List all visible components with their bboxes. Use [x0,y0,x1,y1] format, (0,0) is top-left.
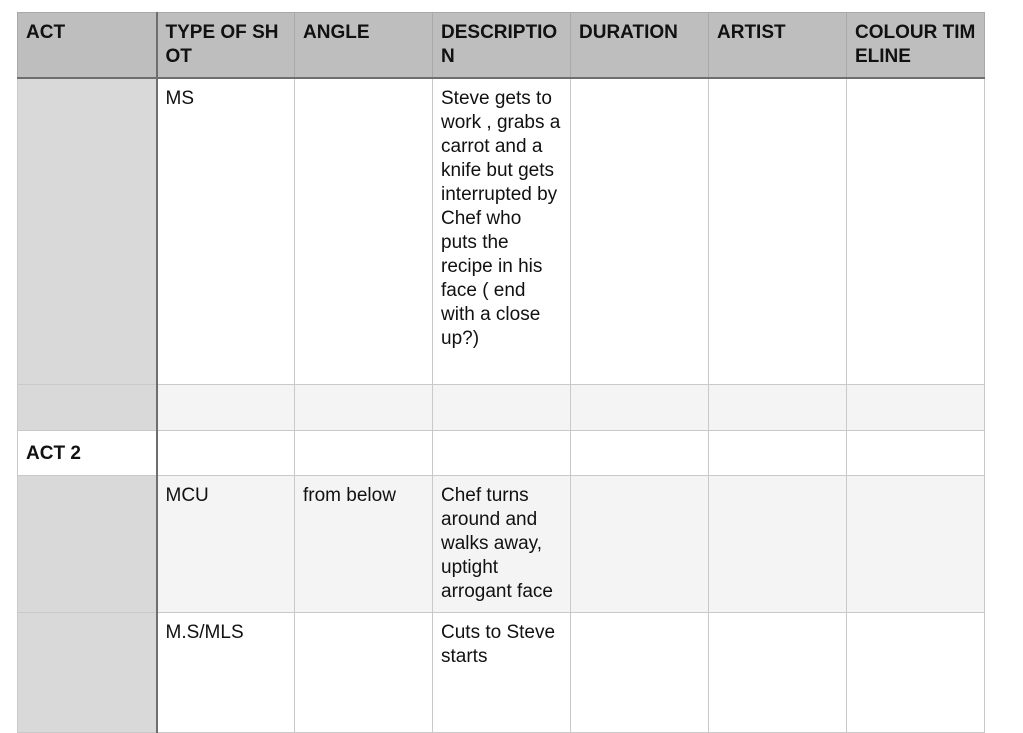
cell-type-of-shot[interactable]: M.S/MLS [157,612,295,732]
cell-type-of-shot[interactable]: MCU [157,475,295,612]
cell-angle[interactable] [295,78,433,384]
cell-angle[interactable] [295,384,433,430]
cell-act[interactable] [18,384,157,430]
cell-duration[interactable] [571,612,709,732]
cell-duration[interactable] [571,430,709,475]
cell-artist[interactable] [709,430,847,475]
table-row [18,384,985,430]
cell-colour-timeline[interactable] [847,612,985,732]
header-description[interactable]: DESCRIPTION [433,13,571,79]
cell-colour-timeline[interactable] [847,430,985,475]
header-angle[interactable]: ANGLE [295,13,433,79]
cell-act[interactable] [18,612,157,732]
cell-colour-timeline[interactable] [847,78,985,384]
cell-colour-timeline[interactable] [847,475,985,612]
cell-description[interactable] [433,430,571,475]
cell-artist[interactable] [709,384,847,430]
header-row [18,13,985,79]
cell-artist[interactable] [709,612,847,732]
shot-list-table [17,12,985,733]
header-colour-timeline[interactable]: COLOUR TIMELINE [847,13,985,79]
cell-colour-timeline[interactable] [847,384,985,430]
cell-type-of-shot[interactable]: MS [157,78,295,384]
header-type-of-shot[interactable]: TYPE OF SHOT [157,13,295,79]
header-duration[interactable]: DURATION [571,13,709,79]
cell-duration[interactable] [571,384,709,430]
cell-act[interactable]: ACT 2 [18,430,157,475]
cell-duration[interactable] [571,475,709,612]
cell-angle[interactable] [295,612,433,732]
table-row [18,612,985,732]
cell-artist[interactable] [709,475,847,612]
cell-act[interactable] [18,475,157,612]
cell-angle[interactable]: from below [295,475,433,612]
cell-angle[interactable] [295,430,433,475]
header-act[interactable]: ACT [18,13,157,79]
cell-type-of-shot[interactable] [157,430,295,475]
cell-description[interactable]: Cuts to Steve starts [433,612,571,732]
table-row [18,475,985,612]
header-artist[interactable]: ARTIST [709,13,847,79]
cell-duration[interactable] [571,78,709,384]
cell-artist[interactable] [709,78,847,384]
cell-description[interactable]: Steve gets to work , grabs a carrot and a knife but gets interrupted by Chef who puts the recipe in his face ( end with a close up?) [433,78,571,384]
cell-description[interactable]: Chef turns around and walks away, uptight arrogant face [433,475,571,612]
cell-type-of-shot[interactable] [157,384,295,430]
cell-act[interactable] [18,78,157,384]
cell-description[interactable] [433,384,571,430]
table-row [18,430,985,475]
table-row [18,78,985,384]
